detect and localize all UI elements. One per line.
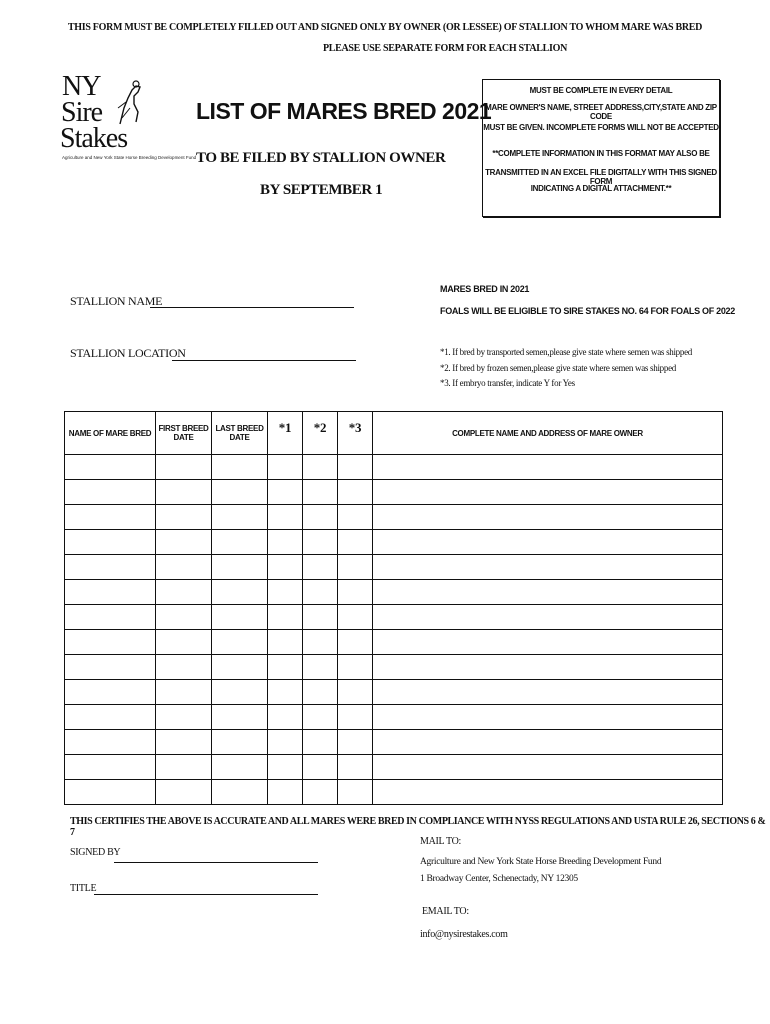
first-bred-date-cell[interactable] [156,455,212,480]
first-bred-date-cell[interactable] [156,480,212,505]
header-instruction-line-2: PLEASE USE SEPARATE FORM FOR EACH STALLION [322,43,568,54]
last-bred-date-cell[interactable] [212,505,268,530]
table-row [65,680,723,705]
mare-name-cell[interactable] [65,480,156,505]
frozen-cell[interactable] [303,555,338,580]
stallion-location-label: STALLION LOCATION [70,346,186,360]
col-header-last-bred-line2: DATE [229,433,250,442]
mares-table [64,411,723,805]
embryo-cell[interactable] [338,455,373,480]
transported-cell[interactable] [268,630,303,655]
first-bred-date-cell[interactable] [156,630,212,655]
first-bred-date-cell[interactable] [156,555,212,580]
foals-eligibility: FOALS WILL BE ELIGIBLE TO SIRE STAKES NO. 64 FOR FOALS OF 2022 [440,306,735,316]
transported-cell[interactable] [268,555,303,580]
owner-address-cell[interactable] [373,655,723,680]
first-bred-date-cell[interactable] [156,705,212,730]
transported-cell[interactable] [268,680,303,705]
last-bred-date-cell[interactable] [212,655,268,680]
mare-name-cell[interactable] [65,705,156,730]
note-embryo-transfer: *3. If embryo transfer, indicate Y for Yes [440,378,575,388]
frozen-cell[interactable] [303,705,338,730]
frozen-cell[interactable] [303,630,338,655]
frozen-cell[interactable] [303,605,338,630]
last-bred-date-cell[interactable] [212,755,268,780]
title-field[interactable] [94,894,318,895]
logo-text-stakes: Stakes [60,123,128,154]
last-bred-date-cell[interactable] [212,705,268,730]
first-bred-date-cell[interactable] [156,505,212,530]
embryo-cell[interactable] [338,480,373,505]
frozen-cell[interactable] [303,730,338,755]
owner-address-cell[interactable] [373,680,723,705]
embryo-cell[interactable] [338,655,373,680]
embryo-cell[interactable] [338,705,373,730]
owner-address-cell[interactable] [373,730,723,755]
mare-name-cell[interactable] [65,780,156,805]
table-row [65,780,723,805]
signed-by-field[interactable] [114,862,318,863]
mare-name-cell[interactable] [65,505,156,530]
embryo-cell[interactable] [338,555,373,580]
mare-name-cell[interactable] [65,555,156,580]
transported-cell[interactable] [268,730,303,755]
last-bred-date-cell[interactable] [212,730,268,755]
horse-driver-icon [114,78,144,128]
frozen-cell[interactable] [303,480,338,505]
embryo-cell[interactable] [338,530,373,555]
mare-name-cell[interactable] [65,680,156,705]
mare-name-cell[interactable] [65,455,156,480]
first-bred-date-cell[interactable] [156,655,212,680]
last-bred-date-cell[interactable] [212,780,268,805]
frozen-cell[interactable] [303,580,338,605]
owner-address-cell[interactable] [373,480,723,505]
mare-name-cell[interactable] [65,580,156,605]
col-header-last-bred-line1: LAST BREED [215,424,264,433]
transported-cell[interactable] [268,655,303,680]
table-row [65,480,723,505]
owner-address-cell[interactable] [373,780,723,805]
certification-statement: THIS CERTIFIES THE ABOVE IS ACCURATE AND ALL MARES WERE BRED IN COMPLIANCE WITH NYSS REGULATIONS AND USTA RULE 26, SECTIONS 6 & 7 [70,816,766,838]
notice-line: **COMPLETE INFORMATION IN THIS FORMAT MAY ALSO BE [492,149,710,158]
logo-tagline: Agriculture and New York State Horse Breeding Development Fund [62,155,197,160]
transported-cell[interactable] [268,530,303,555]
col-header-first-bred-line1: FIRST BREED [158,424,209,433]
embryo-cell[interactable] [338,780,373,805]
notice-line: MARE OWNER'S NAME, STREET ADDRESS,CITY,STATE AND ZIP CODE [485,103,717,121]
mare-name-cell[interactable] [65,730,156,755]
subtitle-filed-by: TO BE FILED BY STALLION OWNER [196,150,446,166]
first-bred-date-cell[interactable] [156,730,212,755]
notice-line: INDICATING A DIGITAL ATTACHMENT.** [530,184,672,193]
mail-address-line-1: Agriculture and New York State Horse Breeding Development Fund [420,857,662,867]
stallion-name-field[interactable] [150,307,354,308]
last-bred-date-cell[interactable] [212,480,268,505]
note-frozen-semen: *2. If bred by frozen semen,please give state where semen was shipped [440,363,676,373]
embryo-cell[interactable] [338,630,373,655]
mail-to-label: MAIL TO: [420,836,462,847]
table-row [65,580,723,605]
table-row [65,455,723,480]
notice-line: MUST BE COMPLETE IN EVERY DETAIL [529,86,673,95]
frozen-cell[interactable] [303,655,338,680]
email-to-label: EMAIL TO: [422,906,469,917]
owner-address-cell[interactable] [373,705,723,730]
transported-cell[interactable] [268,580,303,605]
note-transported-semen: *1. If bred by transported semen,please give state where semen was shipped [440,347,692,357]
mail-address-line-2: 1 Broadway Center, Schenectady, NY 12305 [420,874,578,884]
mare-name-cell[interactable] [65,530,156,555]
table-row [65,505,723,530]
col-header-mare-name: NAME OF MARE BRED [65,412,156,455]
frozen-cell[interactable] [303,755,338,780]
owner-address-cell[interactable] [373,580,723,605]
first-bred-date-cell[interactable] [156,580,212,605]
table-row [65,630,723,655]
owner-address-cell[interactable] [373,505,723,530]
last-bred-date-cell[interactable] [212,580,268,605]
notice-line: TRANSMITTED IN AN EXCEL FILE DIGITALLY WITH THIS SIGNED FORM [485,168,717,186]
mares-bred-year: MARES BRED IN 2021 [440,284,530,294]
mare-name-cell[interactable] [65,755,156,780]
frozen-cell[interactable] [303,780,338,805]
page-title: LIST OF MARES BRED 2021 [196,98,492,124]
frozen-cell[interactable] [303,505,338,530]
last-bred-date-cell[interactable] [212,455,268,480]
col-header-first-bred-line2: DATE [173,433,194,442]
frozen-cell[interactable] [303,680,338,705]
owner-address-cell[interactable] [373,455,723,480]
mare-name-cell[interactable] [65,605,156,630]
frozen-cell[interactable] [303,530,338,555]
owner-address-cell[interactable] [373,755,723,780]
transported-cell[interactable] [268,780,303,805]
logo-text-ny: NY [62,71,101,102]
logo-text-sire: Sire [61,97,103,128]
signed-by-label: SIGNED BY [70,847,121,858]
mare-name-cell[interactable] [65,630,156,655]
transported-cell[interactable] [268,705,303,730]
embryo-cell[interactable] [338,505,373,530]
stallion-name-label: STALLION NAME [70,294,163,308]
col-header-embryo: *3 [338,412,373,455]
first-bred-date-cell[interactable] [156,530,212,555]
first-bred-date-cell[interactable] [156,755,212,780]
table-row [65,655,723,680]
embryo-cell[interactable] [338,755,373,780]
col-header-first-bred [156,412,212,455]
col-header-frozen: *2 [303,412,338,455]
notice-box [482,79,720,217]
last-bred-date-cell[interactable] [212,605,268,630]
header-instruction-line-1: THIS FORM MUST BE COMPLETELY FILLED OUT AND SIGNED ONLY BY OWNER (OR LESSEE) OF STALLION TO WHOM MARE WAS BRED [67,22,703,33]
email-address: info@nysirestakes.com [420,929,508,940]
table-row [65,530,723,555]
table-row [65,755,723,780]
table-header-row [65,412,723,455]
owner-address-cell[interactable] [373,605,723,630]
first-bred-date-cell[interactable] [156,605,212,630]
embryo-cell[interactable] [338,605,373,630]
frozen-cell[interactable] [303,455,338,480]
embryo-cell[interactable] [338,730,373,755]
last-bred-date-cell[interactable] [212,555,268,580]
embryo-cell[interactable] [338,680,373,705]
transported-cell[interactable] [268,505,303,530]
first-bred-date-cell[interactable] [156,780,212,805]
first-bred-date-cell[interactable] [156,680,212,705]
table-row [65,605,723,630]
last-bred-date-cell[interactable] [212,680,268,705]
mare-name-cell[interactable] [65,655,156,680]
subtitle-deadline: BY SEPTEMBER 1 [260,182,383,198]
col-header-owner: COMPLETE NAME AND ADDRESS OF MARE OWNER [373,412,723,455]
col-header-last-bred [212,412,268,455]
transported-cell[interactable] [268,755,303,780]
table-body [65,455,723,805]
table-row [65,555,723,580]
table-row [65,705,723,730]
transported-cell[interactable] [268,455,303,480]
last-bred-date-cell[interactable] [212,630,268,655]
table-row [65,730,723,755]
owner-address-cell[interactable] [373,530,723,555]
transported-cell[interactable] [268,605,303,630]
col-header-transported: *1 [268,412,303,455]
ny-sire-stakes-logo [60,71,197,182]
owner-address-cell[interactable] [373,555,723,580]
title-label: TITLE [70,883,97,894]
transported-cell[interactable] [268,480,303,505]
owner-address-cell[interactable] [373,630,723,655]
last-bred-date-cell[interactable] [212,530,268,555]
embryo-cell[interactable] [338,580,373,605]
notice-line: MUST BE GIVEN. INCOMPLETE FORMS WILL NOT BE ACCEPTED [483,123,719,132]
stallion-location-field[interactable] [172,360,356,361]
